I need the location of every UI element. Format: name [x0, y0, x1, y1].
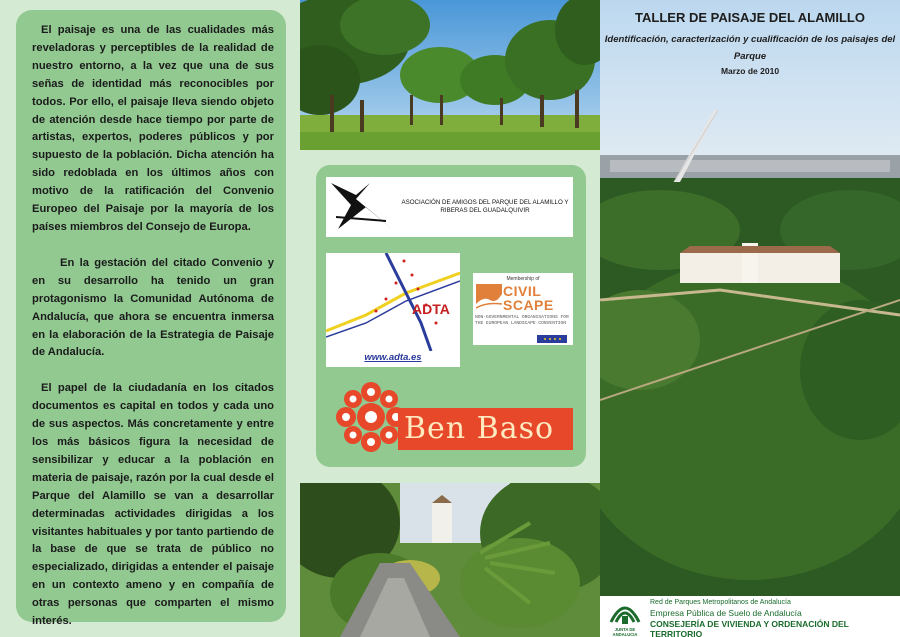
park-trees-photo [300, 0, 600, 150]
adta-logo [326, 253, 460, 367]
intro-paragraph-3: El papel de la ciudadanía en los citados documentos es capital en todos y cada uno de sus aspectos. Más concretamente y entre los más básicos figura la necesidad de sensibilizar y educar a la población en materia de paisaje, razón por la cual desde el Parque del Alamillo se van a desarrollar determinadas actividades dirigidas a los visitantes habituales y por tanto partiendo de la base de que se trata de público no especializado, dirigidas a entender el paisaje en un contexto ameno y en compañía de otras personas que comparten el mismo interés. [32, 382, 274, 628]
right-panel [600, 0, 900, 637]
junta-andalucia-logo-icon [608, 598, 642, 626]
asociacion-name: ASOCIACIÓN DE AMIGOS DEL PARQUE DEL ALAMILLO Y RIBERAS DEL GUADALQUIVIR [401, 199, 569, 214]
garden-path-photo [300, 483, 600, 637]
footer-empresa-publica: Empresa Pública de Suelo de Andalucía [650, 608, 802, 618]
benbaso-name: Ben Baso [404, 411, 555, 446]
page-title: TALLER DE PAISAJE DEL ALAMILLO [635, 10, 865, 25]
middle-column [300, 0, 600, 637]
bird-emblem-icon [326, 177, 396, 237]
civilscape-title-scape: SCAPE [503, 297, 554, 313]
header-block [600, 10, 900, 76]
page-subtitle: Identificación, caracterización y cualificación de los paisajes del Parque [604, 34, 896, 62]
civilscape-membership: Membership of [506, 276, 540, 282]
adta-name: ADTA [412, 301, 450, 317]
civilscape-title-civil: CIVIL [503, 283, 542, 299]
adta-url-link[interactable]: www.adta.es [364, 352, 422, 363]
intro-text-box [16, 10, 286, 628]
civilscape-logo [473, 273, 573, 345]
asociacion-amigos-logo [326, 177, 573, 237]
aerial-park-photo [600, 0, 900, 637]
partner-logos-box [316, 165, 586, 467]
footer-red-parques: Red de Parques Metropolitanos de Andalucía [650, 599, 791, 606]
intro-paragraph-1: El paisaje es una de las cualidades más reveladoras y perceptibles de la realidad de nuestro entorno, a la vez que una de sus señas de identidad más reconocibles por todos. Por ello, el paisaje lleva siendo objeto de atención desde hace tiempo por parte de artistas, expertos, poderes públicos y por supuesto de la población. Dicha atención ha sido redoblada en los últimos años con motivo de la ratificación del Convenio Europeo del Paisaje por la mayoría de los países miembros del Consejo de Europa. [32, 24, 274, 233]
footer-bar [600, 596, 900, 637]
intro-paragraph-2: En la gestación del citado Convenio y en su desarrollo ha tenido un gran protagonismo la Comunidad Autónoma de Andalucía, que ahora se encuentra inmersa en la elaboración de la Estrategia de Paisaje de Andalucía. [32, 256, 274, 359]
junta-andalucia-label: JUNTA DE ANDALUCIA [612, 627, 638, 637]
civilscape-landscape-icon [476, 284, 502, 312]
left-panel [0, 0, 300, 637]
page-date: Marzo de 2010 [720, 66, 780, 76]
civilscape-subtitle: NON-GOVERNMENTAL ORGANISATIONS FOR THE EUROPEAN LANDSCAPE CONVENTION [475, 315, 569, 326]
footer-consejeria: CONSEJERÍA DE VIVIENDA Y ORDENACIÓN DEL TERRITORIO [650, 619, 849, 637]
eu-flag-icon [537, 335, 567, 343]
benbaso-logo [332, 378, 573, 456]
